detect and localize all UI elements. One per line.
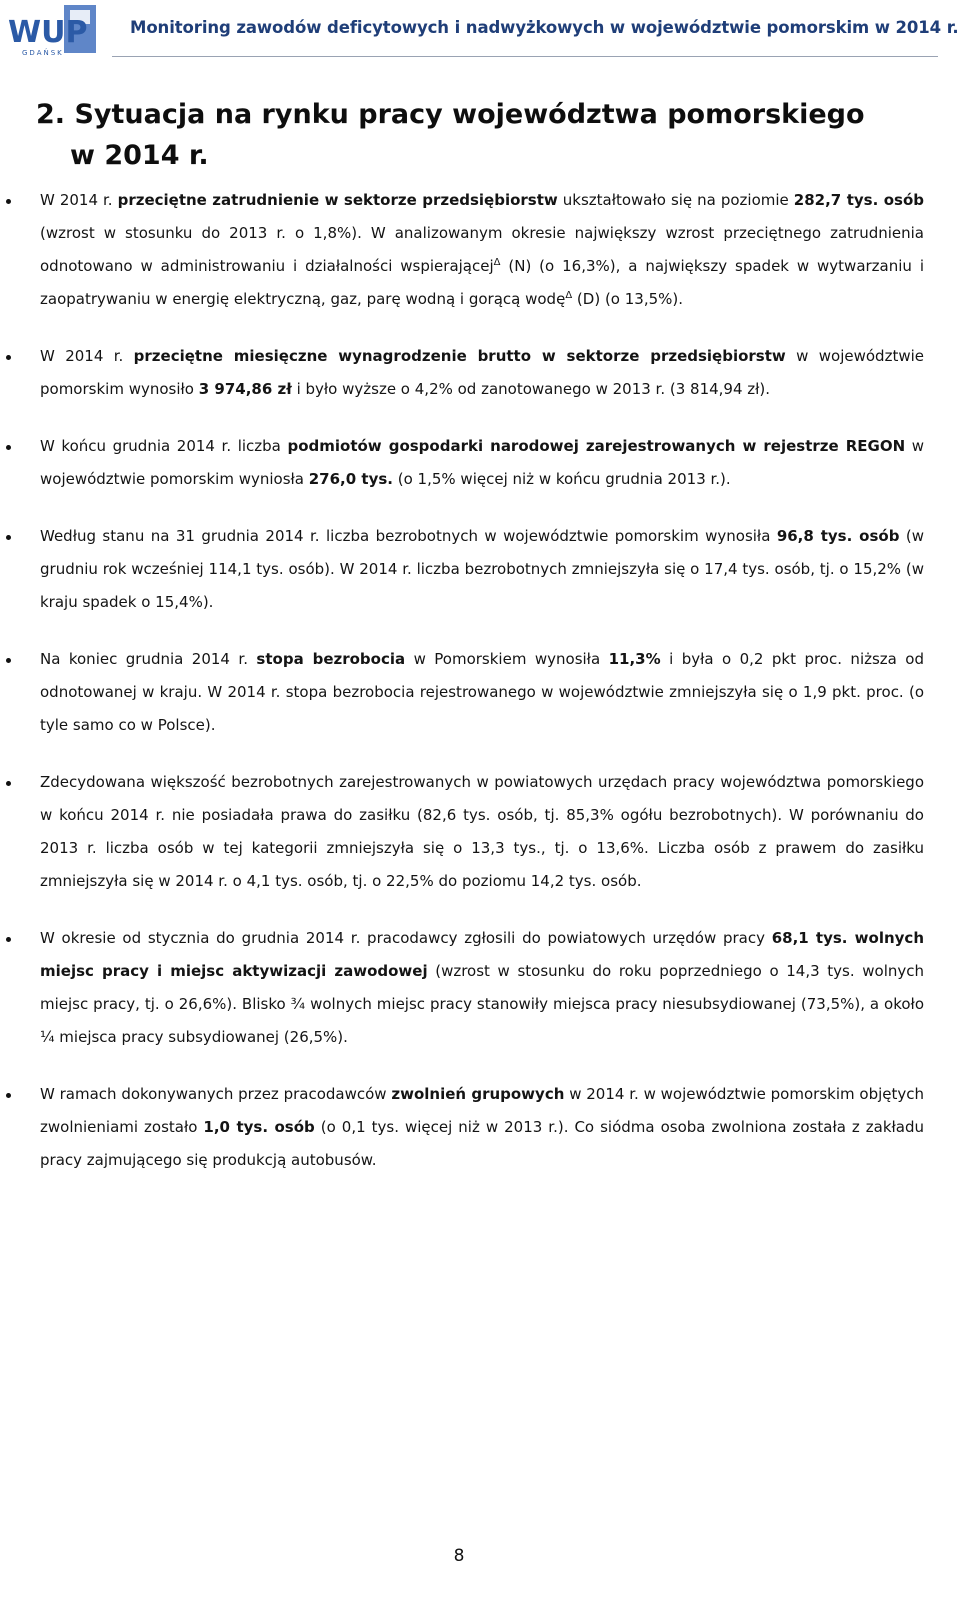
summary-bullet-list: [0, 184, 960, 1177]
chapter-title-line-2: w 2014 r.: [70, 140, 209, 171]
bullet-unemployment-rate: Na koniec grudnia 2014 r. stopa bezrobocia w Pomorskiem wynosiła 11,3% i była o 0,2 pkt proc. niższa od odnotowanej w kraju. W 2014 r. stopa bezrobocia rejestrowanego w województwie zmniejszyła się o 1,9 pkt. proc. (o tyle samo co w Polsce).: [40, 643, 924, 742]
bullet-salary: W 2014 r. przeciętne miesięczne wynagrodzenie brutto w sektorze przedsiębiorstw w województwie pomorskim wynosiło 3 974,86 zł i było wyższe o 4,2% od zanotowanego w 2013 r. (3 814,94 zł).: [40, 340, 924, 406]
wup-gdansk-logo: [4, 2, 98, 58]
bullet-group-layoffs: W ramach dokonywanych przez pracodawców zwolnień grupowych w 2014 r. w województwie pomorskim objętych zwolnieniami zostało 1,0 tys. osób (o 0,1 tys. więcej niż w 2013 r.). Co siódma osoba zwolniona została z zakładu pracy zajmującego się produkcją autobusów.: [40, 1078, 924, 1177]
bullet-unemployed-count: Według stanu na 31 grudnia 2014 r. liczba bezrobotnych w województwie pomorskim wynosiła 96,8 tys. osób (w grudniu rok wcześniej 114,1 tys. osób). W 2014 r. liczba bezrobotnych zmniejszyła się o 17,4 tys. osób, tj. o 15,2% (w kraju spadek o 15,4%).: [40, 520, 924, 619]
header-divider: [112, 56, 938, 57]
bullet-employment: W 2014 r. przeciętne zatrudnienie w sektorze przedsiębiorstw ukształtowało się na poziomie 282,7 tys. osób (wzrost w stosunku do 2013 r. o 1,8%). W analizowanym okresie największy wzrost przeciętnego zatrudnienia odnotowano w administrowaniu i działalności wspierającej$^\Delta$ (N) (o 16,3%), a największy spadek w wytwarzaniu i zaopatrywaniu w energię elektryczną, gaz, parę wodną i gorącą wodę$^\Delta$ (D) (o 13,5%).: [40, 184, 924, 316]
page-header: [0, 0, 960, 62]
svg-text:WUP: WUP: [8, 15, 88, 50]
bullet-job-offers: W okresie od stycznia do grudnia 2014 r. pracodawcy zgłosili do powiatowych urzędów pracy 68,1 tys. wolnych miejsc pracy i miejsc aktywizacji zawodowej (wzrost w stosunku do roku poprzedniego o 14,3 tys. wolnych miejsc pracy, tj. o 26,6%). Blisko ¾ wolnych miejsc pracy stanowiły miejsca pracy niesubsydiowanej (73,5%), a około ¼ miejsca pracy subsydiowanej (26,5%).: [40, 922, 924, 1054]
chapter-title: [36, 94, 896, 176]
header-title: Monitoring zawodów deficytowych i nadwyżkowych w województwie pomorskim w 2014 r.: [130, 18, 959, 37]
bullet-regon: W końcu grudnia 2014 r. liczba podmiotów gospodarki narodowej zarejestrowanych w rejestrze REGON w województwie pomorskim wyniosła 276,0 tys. (o 1,5% więcej niż w końcu grudnia 2013 r.).: [40, 430, 924, 496]
svg-text:GDAŃSK: GDAŃSK: [22, 49, 64, 57]
bullet-benefit-rights: Zdecydowana większość bezrobotnych zarejestrowanych w powiatowych urzędach pracy województwa pomorskiego w końcu 2014 r. nie posiadała prawa do zasiłku (82,6 tys. osób, tj. 85,3% ogółu bezrobotnych). W porównaniu do 2013 r. liczba osób w tej kategorii zmniejszyła się o 13,3 tys., tj. o 13,6%. Liczba osób z prawem do zasiłku zmniejszyła się w 2014 r. o 4,1 tys. osób, tj. o 22,5% do poziomu 14,2 tys. osób.: [40, 766, 924, 898]
chapter-title-line-1: 2. Sytuacja na rynku pracy województwa pomorskiego: [36, 99, 865, 130]
page-number: 8: [453, 1546, 465, 1566]
